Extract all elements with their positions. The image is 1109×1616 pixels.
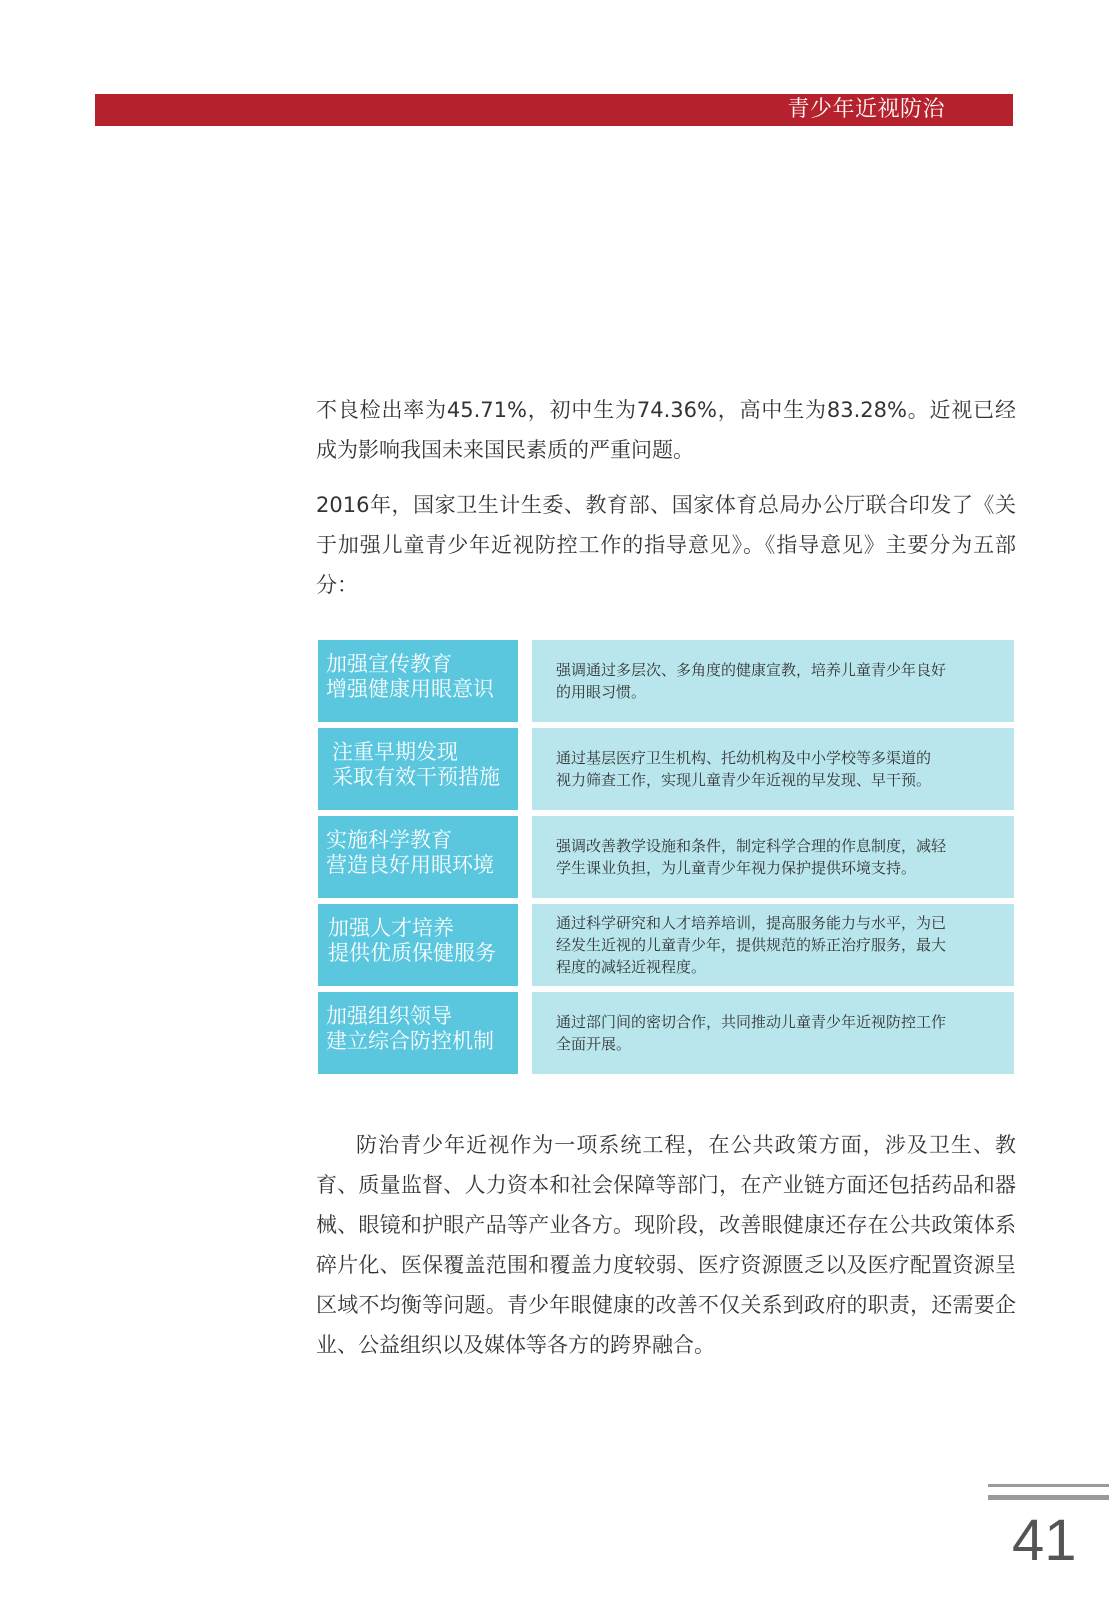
closing-paragraph: 防治青少年近视作为一项系统工程，在公共政策方面，涉及卫生、教育、质量监督、人力资本和社会保障等部门，在产业链方面还包括药品和器械、眼镜和护眼产品等产业各方。现阶段，改善眼健康还存在公共政策体系碎片化、医保覆盖范围和覆盖力度较弱、医疗资源匮乏以及医疗配置资源呈区域不均衡等问题。青少年眼健康的改善不仅关系到政府的职责，还需要企业、公益组织以及媒体等各方的跨界融合。 xyxy=(316,1133,1016,1357)
measure-description xyxy=(532,992,1014,1074)
measure-description-line: 的用眼习惯。 xyxy=(556,683,647,701)
measure-description xyxy=(532,816,1014,898)
measure-description-line: 通过部门间的密切合作，共同推动儿童青少年近视防控工作 xyxy=(556,1013,947,1031)
measure-title xyxy=(318,816,518,898)
intro-paragraph-2: 2016年，国家卫生计生委、教育部、国家体育总局办公厅联合印发了《关于加强儿童青少年近视防控工作的指导意见》。《指导意见》主要分为五部分： xyxy=(316,493,1016,597)
measure-description-line: 经发生近视的儿童青少年，提供规范的矫正治疗服务，最大 xyxy=(556,936,947,954)
header-title: 青少年近视防治 xyxy=(787,97,945,122)
intro-paragraph-1: 不良检出率为45.71%，初中生为74.36%，高中生为83.28%。近视已经成为影响我国未来国民素质的严重问题。 xyxy=(316,398,1016,462)
measure-description xyxy=(532,728,1014,810)
measure-row xyxy=(318,816,1014,898)
measure-description-line: 通过基层医疗卫生机构、托幼机构及中小学校等多渠道的 xyxy=(556,749,932,767)
measure-row xyxy=(318,904,1014,986)
page-number-rule xyxy=(988,1484,1109,1487)
measure-title xyxy=(318,728,518,810)
measure-title xyxy=(318,904,518,986)
measure-title-line: 建立综合防控机制 xyxy=(326,1029,494,1053)
measure-title-line: 采取有效干预措施 xyxy=(332,765,500,789)
measure-description xyxy=(532,904,1014,986)
measure-title xyxy=(318,640,518,722)
measure-description-line: 学生课业负担，为儿童青少年视力保护提供环境支持。 xyxy=(556,859,917,877)
measure-title-line: 加强宣传教育 xyxy=(326,652,452,676)
measure-description xyxy=(532,640,1014,722)
measure-row xyxy=(318,992,1014,1074)
measure-title-line: 实施科学教育 xyxy=(326,828,452,852)
measure-title-line: 增强健康用眼意识 xyxy=(326,677,494,701)
measure-title-line: 提供优质保健服务 xyxy=(328,941,496,965)
measure-description-line: 强调改善教学设施和条件，制定科学合理的作息制度，减轻 xyxy=(556,837,947,855)
measure-row xyxy=(318,728,1014,810)
measure-title xyxy=(318,992,518,1074)
header-bar xyxy=(95,94,1013,126)
page-number-rule xyxy=(988,1495,1109,1500)
page-number: 41 xyxy=(1012,1508,1077,1573)
measure-title-line: 营造良好用眼环境 xyxy=(326,853,494,877)
measure-description-line: 强调通过多层次、多角度的健康宣教，培养儿童青少年良好 xyxy=(556,661,947,679)
measure-description-line: 程度的减轻近视程度。 xyxy=(556,958,707,976)
measure-description-line: 全面开展。 xyxy=(556,1035,632,1053)
measure-title-line: 加强人才培养 xyxy=(328,916,454,940)
measure-row xyxy=(318,640,1014,722)
measure-title-line: 加强组织领导 xyxy=(326,1004,452,1028)
measure-description-line: 通过科学研究和人才培养培训，提高服务能力与水平，为已 xyxy=(556,914,947,932)
measure-description-line: 视力筛查工作，实现儿童青少年近视的早发现、早干预。 xyxy=(556,771,932,789)
measure-title-line: 注重早期发现 xyxy=(332,740,458,764)
